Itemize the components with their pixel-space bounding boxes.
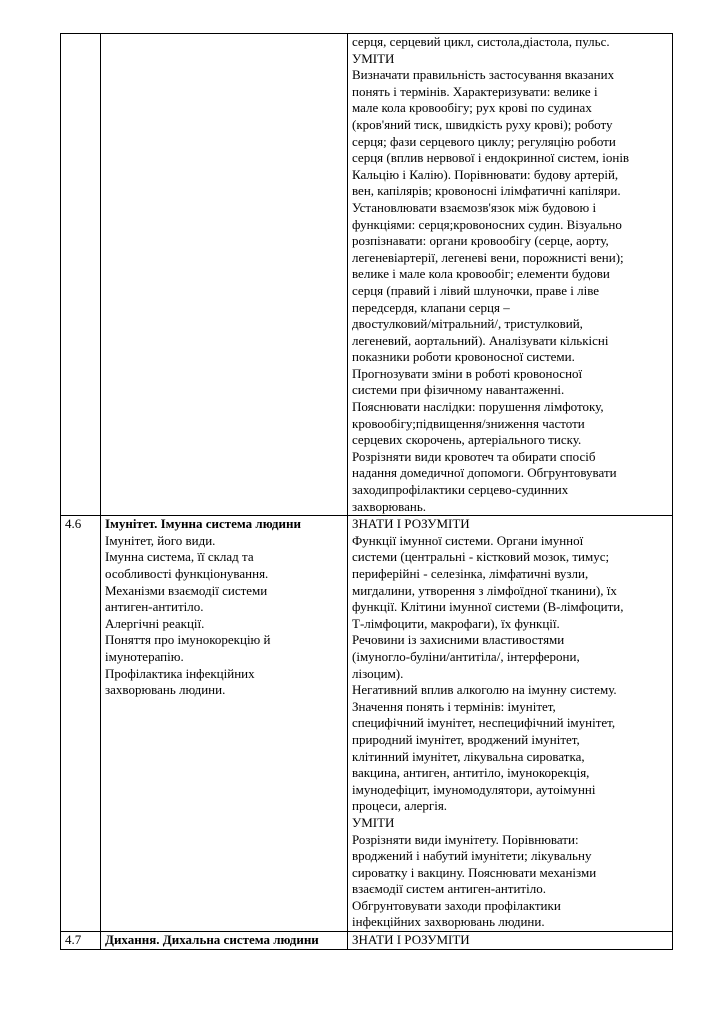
curriculum-table [60, 33, 673, 950]
content-line: Значення понять і термінів: імунітет, [352, 698, 556, 714]
content-cell [348, 34, 673, 516]
content-line: специфічний імунітет, неспецифічний імунітет, [352, 715, 616, 731]
content-line: Розрізняти види імунітету. Порівнювати: [352, 831, 579, 847]
content-line: показники роботи кровоносної системи. [352, 349, 575, 365]
content-line: УМІТИ [352, 50, 395, 66]
row-number: 4.6 [65, 516, 82, 532]
table-row [61, 516, 673, 932]
content-line: легеневіартерії, легеневі вени, порожнисті вени); [352, 249, 624, 265]
row-number: 4.7 [65, 932, 82, 948]
content-line: системи (центральні - кістковий мозок, тимус; [352, 549, 610, 565]
content-line: ЗНАТИ І РОЗУМІТИ [352, 516, 470, 532]
content-line: Негативний вплив алкоголю на імунну систему. [352, 682, 617, 698]
content-line: Обгрунтовувати заходи профілактики [352, 897, 561, 913]
content-line: Розрізняти види кровотеч та обирати спосіб [352, 448, 596, 464]
content-line: серця (правий і лівий шлуночки, праве і ліве [352, 282, 600, 298]
content-line: розпізнавати: органи кровообігу (серце, аорту, [352, 233, 609, 249]
topic-line: Поняття про імунокорекцію й [105, 632, 271, 648]
content-line: понять і термінів. Характеризувати: велике і [352, 83, 598, 99]
content-line: УМІТИ [352, 814, 395, 830]
content-line: вен, капілярів; кровоносні ілімфатичні капіляри. [352, 183, 621, 199]
content-line: імунодефіцит, імуномодулятори, аутоімунні [352, 781, 596, 797]
content-line: Установлювати взаємозв'язок між будовою і [352, 199, 597, 215]
topic-title: Імунітет. Імунна система людини [105, 516, 301, 532]
content-line: Речовини із захисними властивостями [352, 632, 565, 648]
content-line: Кальцію і Калію). Порівнювати: будову артерій, [352, 166, 619, 182]
content-line: вроджений і набутий імунітети; лікувальну [352, 848, 592, 864]
content-line: процеси, алергія. [352, 798, 448, 814]
topic-line: Профілактика інфекційних [105, 665, 255, 681]
topic-line: Механізми взаємодії системи [105, 582, 268, 598]
content-cell [348, 516, 673, 932]
topic-line: імунотерапію. [105, 648, 184, 664]
content-line: серця (вплив нервової і ендокринної систем, іонів [352, 150, 630, 166]
content-line: мале кола кровообігу; рух крові по судинах [352, 100, 592, 116]
content-line: Визначати правильність застосування вказаних [352, 67, 615, 83]
content-line: захворювань. [352, 498, 427, 514]
content-line: велике і мале кола кровообіг; елементи будови [352, 266, 610, 282]
content-line: мигдалини, утворення з лімфоїдної тканини), їх [352, 582, 617, 598]
content-line: Т-лімфоцити, макрофаги), їх функції. [352, 615, 560, 631]
content-line: Функції імунної системи. Органи імунної [352, 532, 584, 548]
curriculum-table-body [61, 34, 673, 950]
topic-line: Імунітет, його види. [105, 532, 216, 548]
content-line: передсердя, клапани серця – [352, 299, 510, 315]
content-line: інфекційних захворювань людини. [352, 914, 545, 930]
content-line: взаємодії систем антиген-антитіло. [352, 881, 546, 897]
content-line: периферійні - селезінка, лімфатичні вузли, [352, 566, 589, 581]
row-number-cell [61, 516, 101, 932]
topic-line: захворювань людини. [105, 682, 226, 698]
content-line: Прогнозувати зміни в роботі кровоносної [352, 365, 583, 381]
content-line: серця; фази серцевого циклу; регуляцію роботи [352, 133, 616, 149]
content-line: серцевих скорочень, артеріального тиску. [352, 432, 582, 448]
content-line: функціями: серця;кровоносних судин. Візуально [352, 216, 622, 232]
content-line: природний імунітет, вроджений імунітет, [352, 731, 580, 747]
content-line: кровообігу;підвищення/зниження частоти [352, 415, 585, 431]
content-line: (кров'яний тиск, швидкість руху крові); роботу [352, 116, 613, 132]
topic-line: Імунна система, її склад та [105, 549, 254, 565]
content-line: сироватку і вакцину. Пояснювати механізми [352, 864, 597, 880]
topic-cell [101, 932, 348, 950]
topic-line: антиген-антитіло. [105, 599, 204, 615]
content-line: (імуногло-буліни/антитіла/, інтерферони, [352, 648, 580, 664]
content-line: двостулковий/мітральний/, тристулковий, [352, 316, 583, 332]
row-number-cell [61, 932, 101, 950]
content-line: лізоцим). [352, 665, 404, 681]
topic-cell [101, 516, 348, 932]
content-line: ЗНАТИ І РОЗУМІТИ [352, 932, 470, 948]
content-cell [348, 932, 673, 950]
row-number-cell [61, 34, 101, 516]
topic-cell [101, 34, 348, 516]
topic-title: Дихання. Дихальна система людини [105, 932, 319, 948]
content-line: надання домедичної допомоги. Обгрунтовувати [352, 465, 617, 481]
content-line: функції. Клітини імунної системи (В-лімфоцити, [352, 599, 624, 615]
content-line: вакцина, антиген, антитіло, імунокорекція, [352, 765, 590, 781]
content-line: серця, серцевий цикл, систола,діастола, пульс. [352, 34, 610, 49]
table-row [61, 34, 673, 516]
content-line: легеневий, аортальний). Аналізувати кількісні [352, 332, 609, 348]
content-line: клітинний імунітет, лікувальна сироватка, [352, 748, 585, 764]
content-line: заходипрофілактики серцево-судинних [352, 482, 569, 498]
table-row [61, 932, 673, 950]
topic-line: Алергічні реакції. [105, 615, 205, 631]
topic-line: особливості функціонування. [105, 566, 269, 581]
content-line: системи при фізичному навантаженні. [352, 382, 565, 398]
content-line: Пояснювати наслідки: порушення лімфотоку, [352, 399, 604, 415]
